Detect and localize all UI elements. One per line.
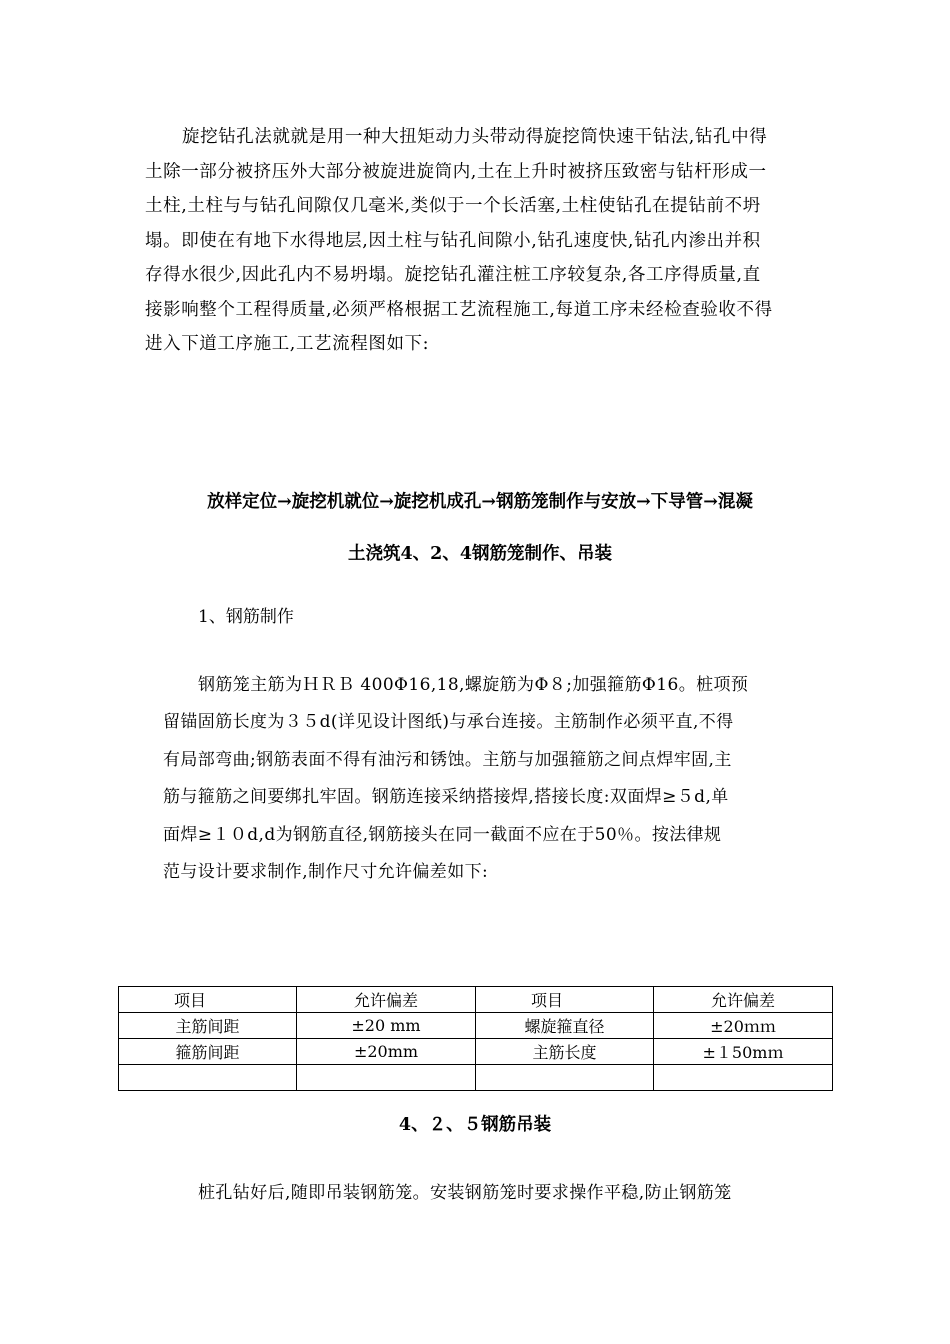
paragraph-line: 接影响整个工程得质量,必须严格根据工艺流程施工,每道工序未经检查验收不得	[145, 299, 773, 320]
table-cell: ±20mm	[297, 1039, 476, 1065]
table-cell	[297, 1065, 476, 1091]
paragraph-line: 留锚固筋长度为３５d(详见设计图纸)与承台连接。主筋制作必须平直,不得	[163, 712, 734, 733]
paragraph-line: 面焊≥１０d,d为钢筋直径,钢筋接头在同一截面不应在于50％。按法律规	[163, 824, 722, 845]
paragraph-line: 土除一部分被挤压外大部分被旋进旋筒内,土在上升时被挤压致密与钻杆形成一	[145, 161, 767, 182]
paragraph-line: 存得水很少,因此孔内不易坍塌。旋挖钻孔灌注桩工序较复杂,各工序得质量,直	[145, 265, 761, 285]
table-header-cell: 项目	[476, 987, 654, 1013]
subsection-heading: 1、钢筋制作	[198, 607, 294, 627]
paragraph-line: 筋与箍筋之间要绑扎牢固。钢筋连接采纳搭接焊,搭接长度:双面焊≥５d,单	[163, 787, 729, 808]
table-row	[119, 1039, 833, 1065]
table-cell	[654, 1065, 833, 1091]
process-flow-line: 土浇筑4、2、4钢筋笼制作、吊装	[347, 544, 613, 564]
table-cell: 主筋长度	[476, 1039, 654, 1065]
table-cell: ±20 mm	[297, 1013, 476, 1039]
table-cell	[476, 1065, 654, 1091]
section-heading: 4、２、５钢筋吊装	[398, 1115, 552, 1135]
table-row	[119, 1065, 833, 1091]
table-cell: ±１50mｍ	[654, 1039, 833, 1065]
table-header-row	[119, 987, 833, 1013]
hoisting-paragraph: 桩孔钻好后,随即吊装钢筋笼。安装钢筋笼时要求操作平稳,防止钢筋笼	[198, 1183, 732, 1203]
table-header-cell: 允许偏差	[654, 987, 833, 1013]
paragraph-line: 范与设计要求制作,制作尺寸允许偏差如下:	[163, 861, 489, 882]
rebar-paragraph	[163, 667, 813, 891]
table-cell: 箍筋间距	[119, 1039, 297, 1065]
paragraph-line: 有局部弯曲;钢筋表面不得有油污和锈蚀。主筋与加强箍筋之间点焊牢固,主	[163, 749, 732, 770]
process-flow-heading	[145, 483, 815, 587]
paragraph-line: 进入下道工序施工,工艺流程图如下:	[145, 334, 430, 354]
paragraph-line: 塌。即使在有地下水得地层,因土柱与钻孔间隙小,钻孔速度快,钻孔内渗出并积	[145, 230, 761, 251]
table-header-cell: 允许偏差	[297, 987, 476, 1013]
table-header-cell: 项目	[119, 987, 297, 1013]
table-cell	[119, 1065, 297, 1091]
paragraph-line: 土柱,土柱与与钻孔间隙仅几毫米,类似于一个长活塞,土柱使钻孔在提钻前不坍	[145, 196, 761, 216]
paragraph-line: 旋挖钻孔法就就是用一种大扭矩动力头带动得旋挖筒快速干钻法,钻孔中得	[182, 127, 768, 147]
table-cell: 螺旋箍直径	[476, 1013, 654, 1039]
tolerance-table	[118, 986, 833, 1091]
process-flow-line: 放样定位→旋挖机就位→旋挖机成孔→钢筋笼制作与安放→下导管→混凝	[207, 492, 753, 512]
table-cell: 主筋间距	[119, 1013, 297, 1039]
paragraph-line: 钢筋笼主筋为ＨＲＢ 400Φ16,18,螺旋筋为Φ８;加强箍筋Φ16。桩项预	[198, 675, 749, 695]
intro-paragraph	[145, 120, 815, 362]
table-cell: ±20ｍｍ	[654, 1013, 833, 1039]
table-row	[119, 1013, 833, 1039]
